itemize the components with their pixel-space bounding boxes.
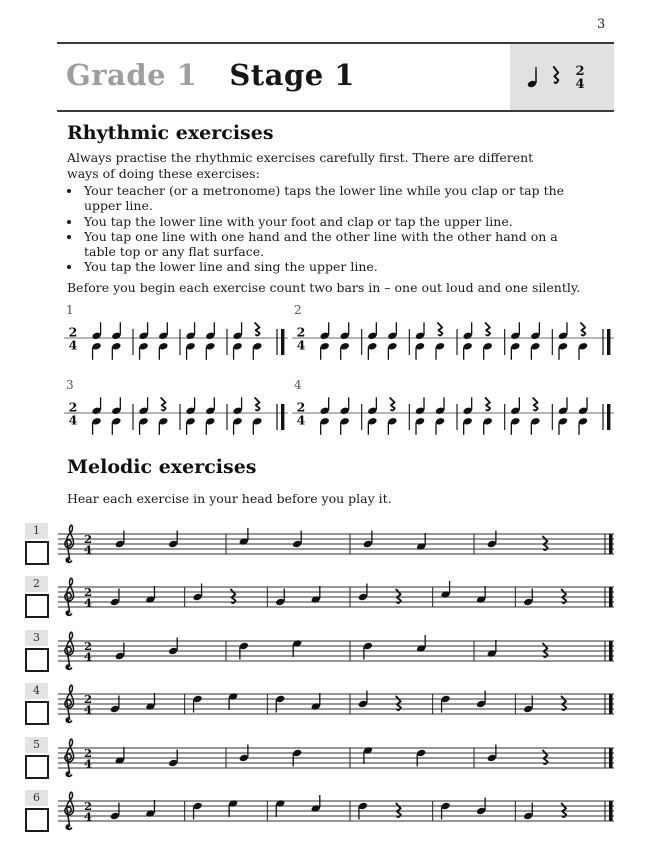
practice-checkbox[interactable]	[25, 541, 49, 565]
melodic-exercise-4	[22, 680, 622, 732]
melody-staff	[58, 734, 614, 786]
exercise-number: 2	[294, 303, 302, 317]
grade-label: Grade 1	[66, 58, 198, 92]
rhythmic-intro: Always practise the rhythmic exercises carefully first. There are different ways of doing these exercises:	[67, 150, 534, 181]
time-signature: 4	[68, 337, 78, 353]
melodic-exercise-6	[22, 787, 622, 839]
time-signature: 4	[83, 595, 93, 610]
header-rule-bottom	[57, 110, 614, 112]
melodic-exercise-3	[22, 627, 622, 679]
time-signature: 2	[68, 324, 78, 340]
final-barline	[609, 694, 613, 714]
rhythm-exercise-3	[64, 378, 288, 448]
rhythm-exercise-1	[64, 303, 288, 373]
time-signature: 2	[296, 324, 306, 340]
quarter-rest-icon	[485, 323, 490, 336]
melody-staff	[58, 680, 614, 732]
quarter-rest-icon	[533, 398, 538, 411]
final-barline	[281, 404, 284, 430]
time-signature: 4	[296, 337, 306, 353]
time-signature: 4	[68, 412, 78, 428]
quarter-rest-icon	[581, 323, 586, 336]
melodic-exercises-heading: Melodic exercises	[67, 456, 257, 478]
exercise-number-badge: 4	[25, 683, 48, 699]
melody-staff	[58, 627, 614, 679]
time-signature: 2	[83, 798, 93, 813]
time-signature: 2	[83, 745, 93, 760]
practice-checkbox[interactable]	[25, 755, 49, 779]
exercise-number-badge: 2	[25, 576, 48, 592]
time-signature: 2	[83, 584, 93, 599]
time-signature: 4	[83, 809, 93, 824]
time-signature: 2	[83, 531, 93, 546]
quarter-rest-icon	[390, 398, 395, 411]
rhythm-notation	[64, 314, 288, 364]
melodic-exercise-5	[22, 734, 622, 786]
practice-checkbox[interactable]	[25, 594, 49, 618]
final-barline	[609, 534, 613, 554]
time-signature: 2	[83, 691, 93, 706]
melody-staff	[58, 520, 614, 572]
final-barline	[281, 329, 284, 355]
time-signature: 4	[83, 542, 93, 557]
final-barline	[607, 404, 610, 430]
time-signature: 4	[83, 756, 93, 771]
melodic-intro: Hear each exercise in your head before you play it.	[67, 491, 392, 506]
bullet-item: • You tap the lower line with your foot and clap or tap the upper line.	[82, 214, 580, 229]
time-signature: 2	[83, 638, 93, 653]
melody-staff	[58, 787, 614, 839]
quarter-rest-icon	[255, 398, 260, 411]
melodic-exercise-2	[22, 573, 622, 625]
rhythmic-exercises-heading: Rhythmic exercises	[67, 122, 274, 144]
exercise-number: 1	[66, 303, 74, 317]
stage-label: Stage 1	[229, 58, 355, 92]
quarter-rest-icon	[554, 67, 559, 83]
exercise-number-badge: 1	[25, 523, 48, 539]
quarter-rest-icon	[255, 323, 260, 336]
exercise-number-badge: 5	[25, 737, 48, 753]
exercise-number: 4	[294, 378, 302, 392]
exercise-number-badge: 6	[25, 790, 48, 806]
practice-checkbox[interactable]	[25, 648, 49, 672]
rhythm-exercise-2	[292, 303, 614, 373]
final-barline	[607, 329, 610, 355]
bullet-item: • Your teacher (or a metronome) taps the lower line while you clap or tap the upper line.	[82, 183, 580, 214]
rhythm-exercise-4	[292, 378, 614, 448]
exercise-number: 3	[66, 378, 74, 392]
exercise-number-badge: 3	[25, 630, 48, 646]
quarter-rest-icon	[438, 323, 443, 336]
page-number: 3	[597, 17, 606, 32]
header-notation-icons	[516, 53, 612, 101]
final-barline	[609, 801, 613, 821]
time-signature: 4	[83, 649, 93, 664]
notation-summary-box	[510, 44, 614, 110]
time-signature: 4	[296, 412, 306, 428]
bullet-item: • You tap the lower line and sing the upper line.	[82, 259, 580, 274]
melody-staff	[58, 573, 614, 625]
rhythm-notation	[292, 314, 614, 364]
final-barline	[609, 587, 613, 607]
time-signature: 4	[575, 77, 585, 92]
final-barline	[609, 748, 613, 768]
bullet-item: • You tap one line with one hand and the other line with the other hand on a table top or any flat surface.	[82, 229, 580, 260]
count-in-note: Before you begin each exercise count two bars in – one out loud and one silently.	[67, 280, 581, 295]
time-signature: 2	[575, 64, 585, 79]
time-signature: 4	[83, 702, 93, 717]
page-header	[66, 58, 355, 92]
time-signature: 2	[68, 399, 78, 415]
melodic-exercise-1	[22, 520, 622, 572]
quarter-rest-icon	[161, 398, 166, 411]
time-signature: 2	[296, 399, 306, 415]
practice-checkbox[interactable]	[25, 701, 49, 725]
practice-checkbox[interactable]	[25, 808, 49, 832]
rhythmic-bullet-list	[70, 183, 580, 275]
quarter-rest-icon	[485, 398, 490, 411]
final-barline	[609, 641, 613, 661]
rhythm-notation	[64, 389, 288, 439]
rhythm-notation	[292, 389, 614, 439]
